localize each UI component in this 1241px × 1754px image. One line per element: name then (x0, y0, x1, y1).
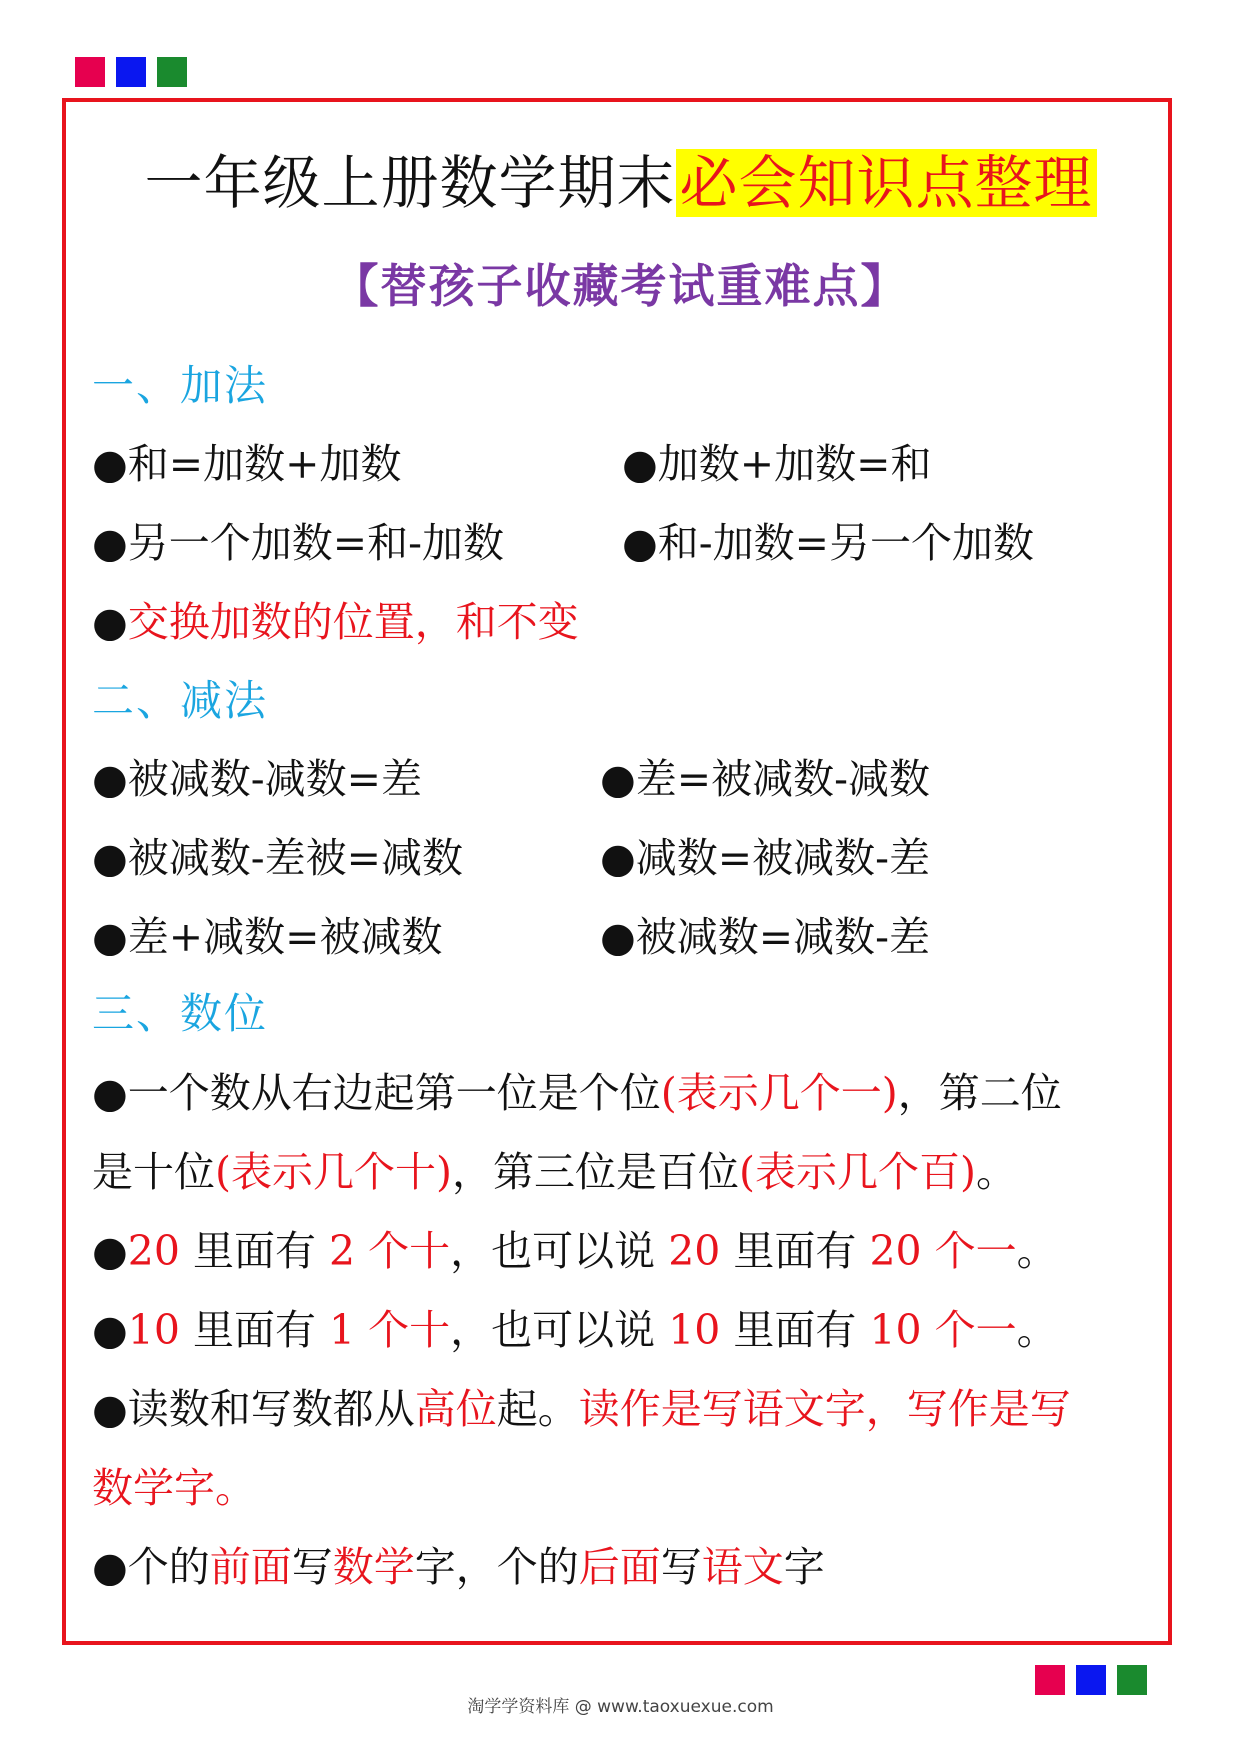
tens-example-10 (92, 1300, 1058, 1360)
emphasis-run: 高位 (414, 1385, 497, 1433)
emphasis-run: 读作是写语文字，写作是写 (578, 1385, 1071, 1433)
section-heading-subtraction: 二、减法 (92, 676, 269, 725)
emphasis-run: 20 个一 (869, 1227, 1017, 1275)
tens-example-20 (92, 1221, 1058, 1281)
text-run: ●读数和写数都从 (92, 1385, 415, 1433)
formula-item: ●和=加数+加数 (92, 440, 402, 488)
text-run: 写 (660, 1543, 702, 1591)
emphasis-run: 前面 (209, 1543, 292, 1591)
formula-item: ●被减数=减数-差 (600, 913, 930, 961)
formula-item: ●差+减数=被减数 (92, 913, 443, 961)
emphasis-run: (表示几个一) (660, 1069, 898, 1117)
bullet: ● (92, 598, 128, 646)
commutative-note (92, 592, 579, 652)
page-subtitle: 【替孩子收藏考试重难点】 (332, 259, 909, 313)
emphasis-run: 10 (127, 1306, 180, 1354)
text-run: 。 (1016, 1227, 1058, 1275)
page-title (0, 142, 1241, 224)
title-highlight: 必会知识点整理 (676, 149, 1097, 217)
text-run: ●个的 (92, 1543, 210, 1591)
text-run: ，也可以说 (450, 1306, 669, 1354)
emphasis-run: 2 个十 (329, 1227, 451, 1275)
text-run: 里面有 (720, 1227, 870, 1275)
emphasis-run: 1 个十 (329, 1306, 451, 1354)
bullet: ● (92, 1306, 128, 1354)
text-run: 里面有 (179, 1227, 330, 1275)
emphasis-run: (表示几个十) (215, 1148, 452, 1196)
text-run: 是十位 (92, 1148, 215, 1196)
text-run: 。 (976, 1148, 1017, 1196)
corner-square-red (75, 57, 105, 87)
emphasis-run: 20 (668, 1227, 721, 1275)
text-run: 写 (291, 1543, 333, 1591)
text-run: 。 (1016, 1306, 1058, 1354)
place-value-paragraph-line (92, 1063, 1062, 1123)
text-run: 字，个的 (414, 1543, 579, 1591)
corner-square-blue (1076, 1665, 1106, 1695)
reading-writing-line (92, 1379, 1071, 1439)
note-text: 交换加数的位置，和不变 (127, 598, 579, 646)
text-run: ，第二位 (897, 1069, 1062, 1117)
text-run: 里面有 (720, 1306, 870, 1354)
emphasis-run: 后面 (578, 1543, 661, 1591)
formula-item: ●减数=被减数-差 (600, 834, 930, 882)
formula-item: ●被减数-减数=差 (92, 755, 422, 803)
emphasis-run: 10 (668, 1306, 721, 1354)
formula-item: ●和-加数=另一个加数 (622, 519, 1034, 567)
emphasis-run: 语文 (701, 1543, 784, 1591)
title-plain: 一年级上册数学期末 (144, 149, 676, 217)
text-run: ，第三位是百位 (452, 1148, 739, 1196)
footer-watermark: 淘学学资料库 @ www.taoxuexue.com (467, 1697, 774, 1717)
reading-writing-line (92, 1458, 256, 1518)
text-run: 字 (783, 1543, 825, 1591)
section-heading-addition: 一、加法 (92, 361, 269, 410)
corner-square-blue (116, 57, 146, 87)
text-run: ，也可以说 (450, 1227, 669, 1275)
emphasis-run: (表示几个百) (739, 1148, 976, 1196)
corner-square-green (157, 57, 187, 87)
corner-square-green (1117, 1665, 1147, 1695)
formula-item: ●另一个加数=和-加数 (92, 519, 504, 567)
emphasis-run: 数学字。 (92, 1464, 256, 1512)
text-run: 起。 (496, 1385, 579, 1433)
emphasis-run: 10 个一 (869, 1306, 1017, 1354)
ones-position-line (92, 1537, 825, 1597)
emphasis-run: 数学 (332, 1543, 415, 1591)
formula-item: ●差=被减数-减数 (600, 755, 930, 803)
section-heading-place-value: 三、数位 (92, 989, 269, 1038)
formula-item: ●被减数-差被=减数 (92, 834, 463, 882)
text-run: ●一个数从右边起第一位是个位 (92, 1069, 661, 1117)
corner-square-red (1035, 1665, 1065, 1695)
place-value-paragraph-line (92, 1142, 1017, 1202)
bullet: ● (92, 1227, 128, 1275)
text-run: 里面有 (179, 1306, 330, 1354)
emphasis-run: 20 (127, 1227, 180, 1275)
formula-item: ●加数+加数=和 (622, 440, 932, 488)
